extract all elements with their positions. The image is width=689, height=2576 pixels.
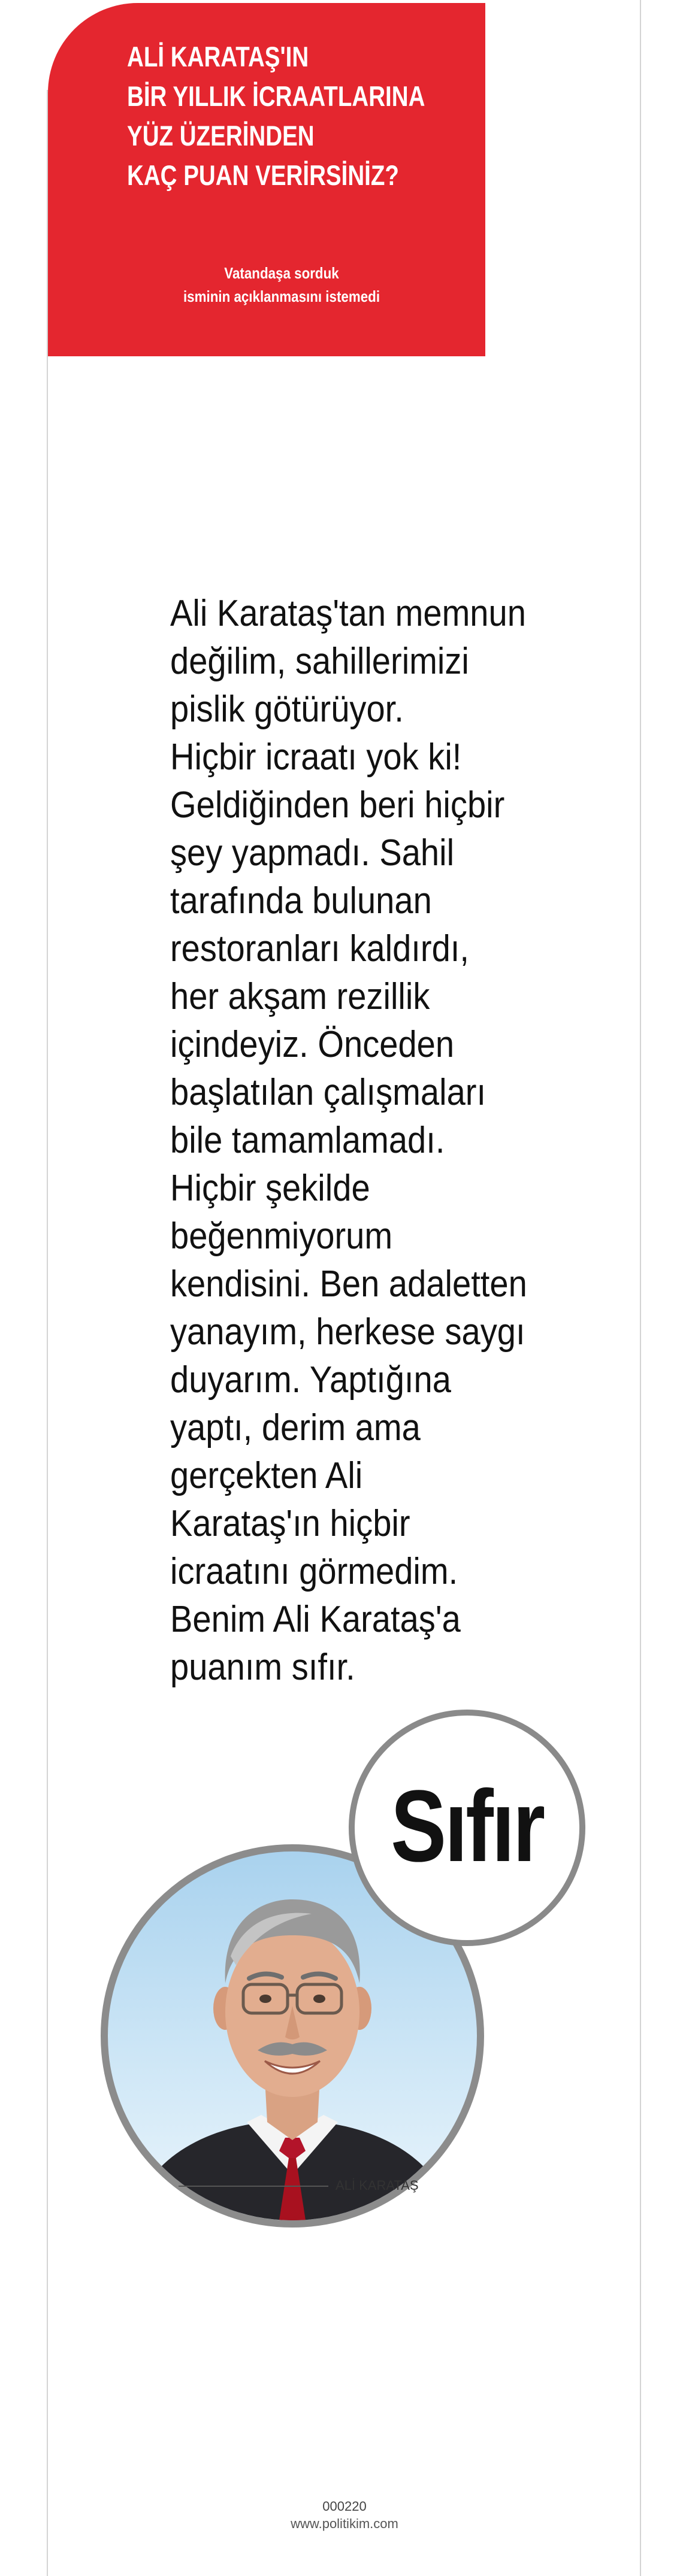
quote-line: Geldiğinden beri hiçbir bbox=[170, 784, 505, 826]
right-column-rule bbox=[640, 0, 641, 2576]
quote-line: pislik götürüyor. bbox=[170, 689, 404, 730]
quote-line: restoranları kaldırdı, bbox=[170, 928, 469, 969]
question-line: YÜZ ÜZERİNDEN bbox=[127, 120, 315, 151]
quote-line: başlatılan çalışmaları bbox=[170, 1072, 486, 1113]
quote-line: duyarım. Yaptığına bbox=[170, 1359, 451, 1401]
quote-line: bile tamamlamadı. bbox=[170, 1120, 445, 1161]
quote-line: icraatını görmedim. bbox=[170, 1551, 458, 1592]
quote-line: puanım sıfır. bbox=[170, 1647, 355, 1688]
quote-line: Hiçbir şekilde bbox=[170, 1168, 370, 1209]
quote-line: kendisini. Ben adaletten bbox=[170, 1263, 527, 1305]
left-column-rule bbox=[47, 90, 48, 2576]
quote-line: tarafında bulunan bbox=[170, 880, 432, 922]
quote-line: her akşam rezillik bbox=[170, 976, 430, 1017]
quote-line: Benim Ali Karataş'a bbox=[170, 1599, 461, 1640]
score-badge bbox=[349, 1710, 585, 1946]
quote-line: Hiçbir icraatı yok ki! bbox=[170, 737, 462, 778]
quote-line: Karataş'ın hiçbir bbox=[170, 1503, 410, 1544]
quote-line: Ali Karataş'tan memnun bbox=[170, 593, 526, 634]
quote-line: beğenmiyorum bbox=[170, 1216, 393, 1257]
subtitle-line: isminin açıklanmasını istemedi bbox=[183, 287, 380, 305]
survey-subtitle bbox=[163, 262, 400, 308]
page-number: 000220 bbox=[322, 2499, 367, 2514]
subtitle-line: Vatandaşa sorduk bbox=[224, 264, 339, 282]
caption-rule bbox=[179, 2186, 328, 2187]
question-line: BİR YILLIK İCRAATLARINA bbox=[127, 80, 425, 112]
quote-line: değilim, sahillerimizi bbox=[170, 641, 469, 682]
photo-caption: ALİ KARATAŞ bbox=[336, 2178, 419, 2193]
quote-line: şey yapmadı. Sahil bbox=[170, 832, 455, 874]
quote-line: yaptı, derim ama bbox=[170, 1407, 421, 1448]
citizen-quote bbox=[170, 590, 528, 1692]
score-label: Sıfır bbox=[391, 1769, 543, 1883]
quote-line: yanayım, herkese saygı bbox=[170, 1311, 525, 1353]
question-line: ALİ KARATAŞ'IN bbox=[127, 41, 309, 72]
question-line: KAÇ PUAN VERİRSİNİZ? bbox=[127, 159, 399, 191]
survey-question bbox=[127, 37, 425, 195]
quote-line: içindeyiz. Önceden bbox=[170, 1024, 455, 1065]
website-link[interactable]: www.politikim.com bbox=[291, 2516, 398, 2531]
quote-line: gerçekten Ali bbox=[170, 1455, 363, 1496]
